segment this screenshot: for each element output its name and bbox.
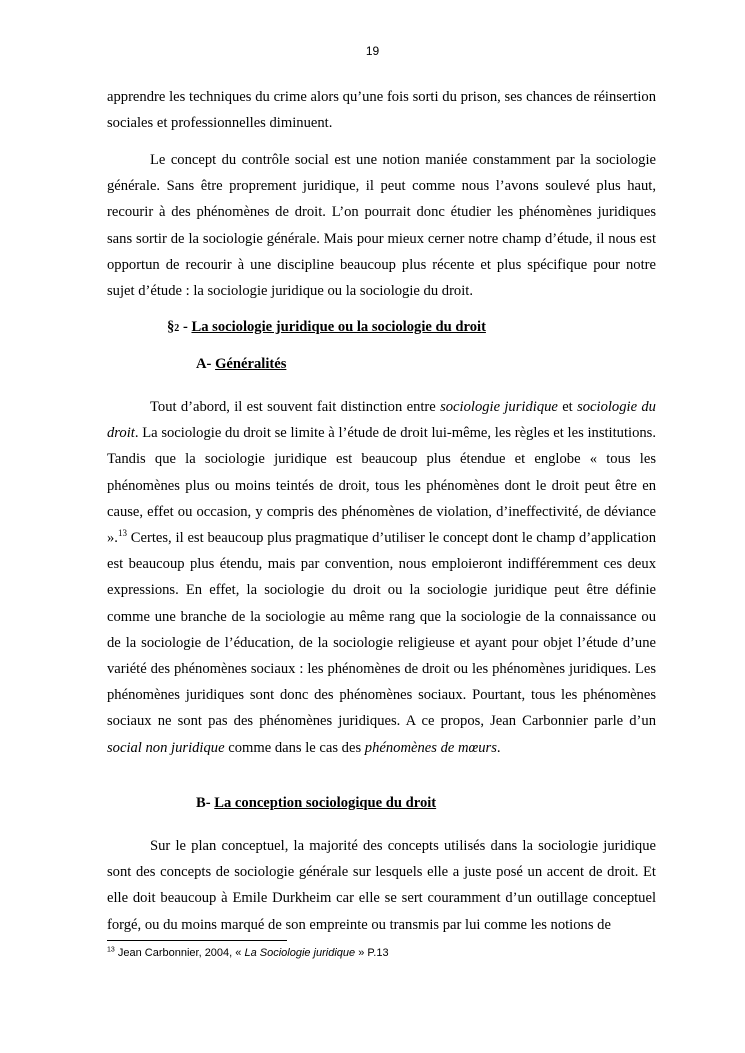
page-number: 19: [365, 44, 380, 58]
subheading-a-title: Généralités: [215, 356, 287, 372]
term-social-non-juridique: social non juridique: [107, 739, 225, 756]
paragraph-2: Le concept du contrôle social est une notion maniée constamment par la sociologie générale. Sans être proprement juridique, il peut comme nous l’avons soulevé plus haut, recourir à des phénomènes de droit. L’on pourrait donc étudier les phénomènes juridiques sans sortir de la sociologie générale. Mais pour mieux cerner notre champ d’étude, il nous est opportun de recourir à une discipline beaucoup plus récente et plus spécifique pour notre sujet d’étude : la sociologie juridique ou la sociologie du droit.: [107, 152, 656, 300]
paragraph-3-text-1: Tout d’abord, il est souvent fait distinction entre: [150, 399, 441, 415]
footnote-separator: [107, 940, 287, 941]
paragraph-3: [107, 394, 656, 761]
term-phenomenes-de-moeurs: phénomènes de mœurs: [364, 739, 497, 756]
subheading-b: [196, 795, 436, 812]
term-sociologie-du-droit: sociologie du droit: [107, 399, 656, 442]
section-symbol: §: [167, 319, 175, 335]
paragraph-3-text-4: Certes, il est beaucoup plus pragmatique d’utiliser le concept dont le champ d’application est beaucoup plus étendu, mais par convention, nous emploieront indifféremment ces deux expressions. En effet, la sociologie du droit ou la sociologie juridique peut être définie comme une branche de la sociologie au même rang que la sociologie de la connaissance ou de la sociologie de l’éducation, de la sociologie religieuse et ayant pour objet l’étude d’une variété des phénomènes sociaux : les phénomènes de droit ou les phénomènes juridiques. Les phénomènes juridiques sont donc des phénomènes sociaux. Pourtant, tous les phénomènes sociaux ne sont pas des phénomènes juridiques. A ce propos, Jean Carbonnier parle d’un: [107, 530, 656, 730]
footnote-title: La Sociologie juridique: [244, 947, 356, 959]
paragraph-3-text-3: . La sociologie du droit se limite à l’étude de droit lui-même, les règles et les institutions. Tandis que la sociologie juridique est beaucoup plus étendue et englobe « tous les phénomènes plus ou moins teintés de droit, tous les phénomènes dont le droit peut être en cause, effet ou occasion, y compris des phénomènes de violation, d’ineffectivité, de déviance ».: [107, 425, 656, 547]
subheading-b-title: La conception sociologique du droit: [214, 795, 437, 811]
section-heading: [167, 319, 486, 336]
paragraph-3-text-2: et: [557, 399, 578, 415]
subheading-a-prefix: A-: [196, 356, 216, 372]
footnote-reference[interactable]: 13: [117, 528, 127, 539]
footnote-number: 13: [107, 946, 115, 954]
subheading-a: [196, 356, 286, 373]
term-sociologie-juridique: sociologie juridique: [440, 399, 558, 415]
paragraph-1: apprendre les techniques du crime alors qu’une fois sorti du prison, ses chances de réinsertion sociales et professionnelles diminuent.: [107, 89, 656, 132]
footnote-text-2: » P.13: [355, 947, 389, 959]
section-number: 2: [174, 323, 180, 334]
section-dash: -: [179, 319, 192, 335]
footnote: [107, 947, 389, 959]
paragraph-3-text-6: .: [496, 739, 501, 756]
subheading-b-prefix: B-: [196, 795, 215, 811]
paragraph-4: Sur le plan conceptuel, la majorité des concepts utilisés dans la sociologie juridique sont des concepts de sociologie générale sur lesquels elle a juste posé un accent de droit. Et elle doit beaucoup à Emile Durkheim car elle se sert couramment d’un outillage conceptuel forgé, ou du moins marqué de son empreinte ou transmis par lui comme les notions de: [107, 838, 656, 933]
footnote-text-1: Jean Carbonnier, 2004, «: [114, 947, 245, 959]
section-title: La sociologie juridique ou la sociologie du droit: [191, 319, 486, 335]
paragraph-3-text-5: comme dans le cas des: [224, 739, 365, 756]
